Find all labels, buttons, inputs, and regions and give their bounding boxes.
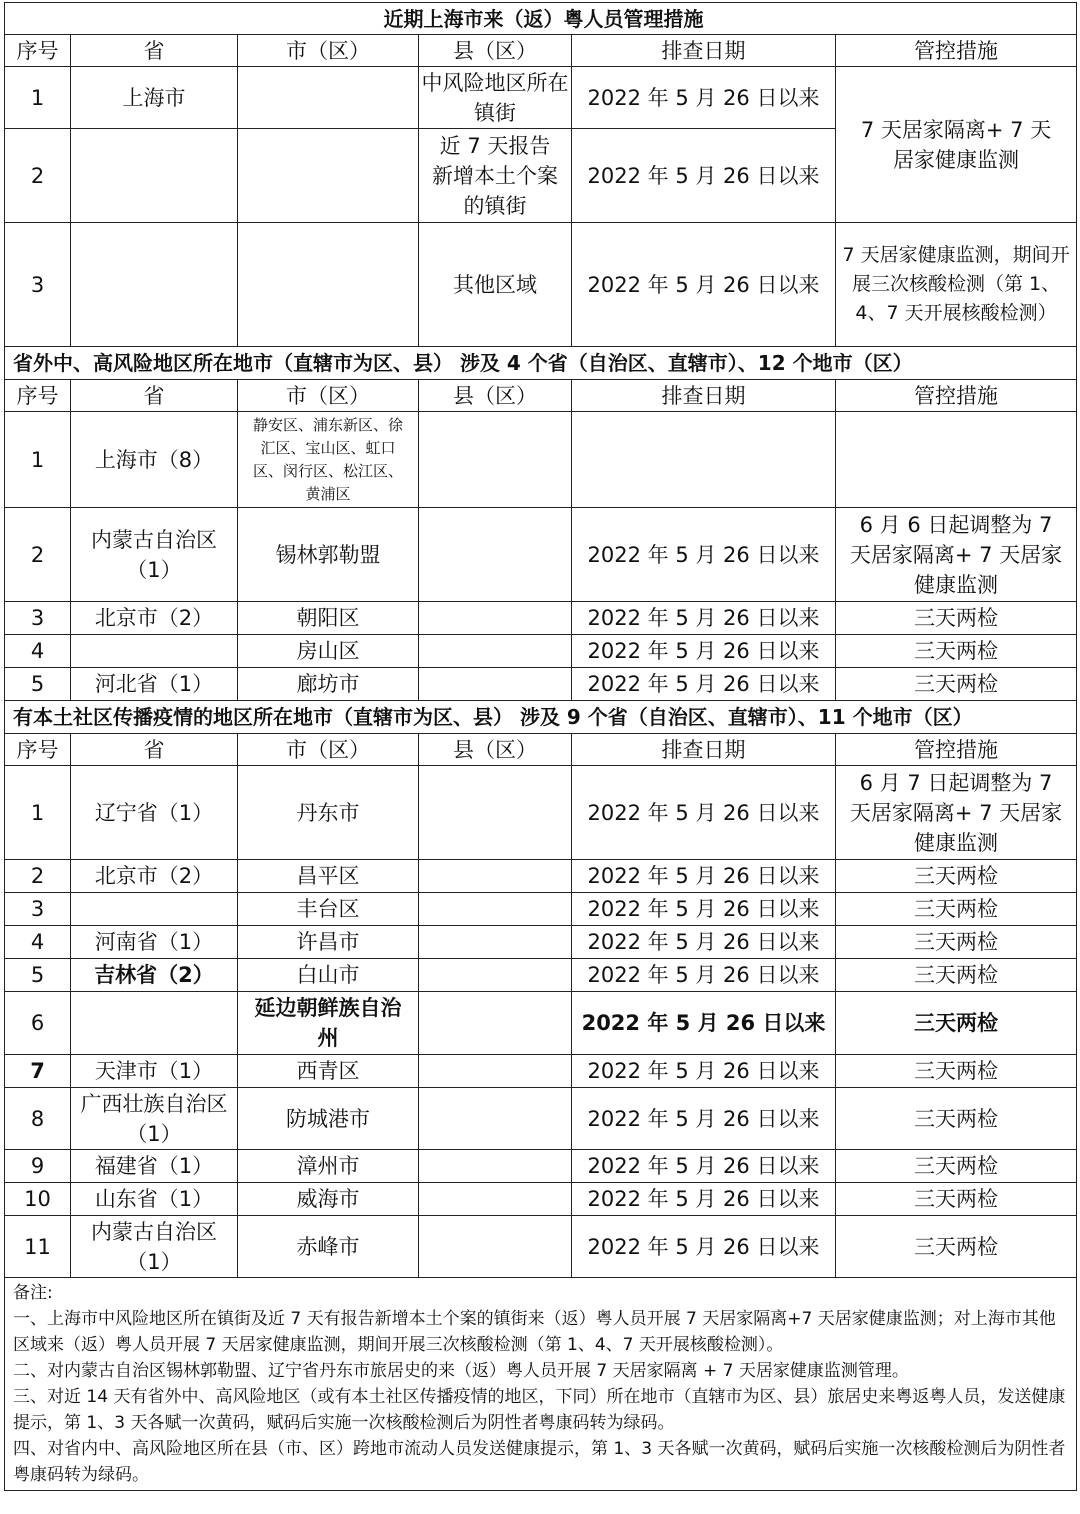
header-cell: 县（区） bbox=[419, 35, 572, 67]
province-cell: 福建省（1） bbox=[71, 1150, 238, 1183]
province-cell: 山东省（1） bbox=[71, 1183, 238, 1216]
measure-cell: 三天两检 bbox=[836, 959, 1077, 992]
measure-cell: 6 月 6 日起调整为 7 天居家隔离+ 7 天居家健康监测 bbox=[836, 508, 1077, 602]
city-cell: 赤峰市 bbox=[238, 1216, 419, 1278]
section2-title: 省外中、高风险地区所在地市（直辖市为区、县） 涉及 4 个省（自治区、直辖市）、12 个地市（区） bbox=[5, 347, 1077, 380]
table-row bbox=[5, 635, 1077, 668]
date-cell: 2022 年 5 月 26 日以来 bbox=[572, 1183, 836, 1216]
city-cell: 威海市 bbox=[238, 1183, 419, 1216]
city-cell: 漳州市 bbox=[238, 1150, 419, 1183]
date-cell: 2022 年 5 月 26 日以来 bbox=[572, 67, 836, 129]
province-cell: 吉林省（2） bbox=[71, 959, 238, 992]
measure-cell: 三天两检 bbox=[836, 1216, 1077, 1278]
city-cell bbox=[238, 129, 419, 223]
row-number: 7 bbox=[5, 1055, 71, 1088]
measure-cell: 三天两检 bbox=[836, 1088, 1077, 1150]
city-cell: 朝阳区 bbox=[238, 602, 419, 635]
header-cell: 排查日期 bbox=[572, 380, 836, 412]
date-cell: 2022 年 5 月 26 日以来 bbox=[572, 1150, 836, 1183]
date-cell: 2022 年 5 月 26 日以来 bbox=[572, 602, 836, 635]
measure-cell: 三天两检 bbox=[836, 1183, 1077, 1216]
header-cell: 县（区） bbox=[419, 734, 572, 766]
county-cell bbox=[419, 860, 572, 893]
row-number: 4 bbox=[5, 635, 71, 668]
table-row bbox=[5, 766, 1077, 860]
header-cell: 省 bbox=[71, 380, 238, 412]
measure-cell: 三天两检 bbox=[836, 602, 1077, 635]
note-item: 二、对内蒙古自治区锡林郭勒盟、辽宁省丹东市旅居史的来（返）粤人员开展 7 天居家隔离 + 7 天居家健康监测管理。 bbox=[13, 1361, 909, 1381]
header-cell: 市（区） bbox=[238, 734, 419, 766]
row-number: 5 bbox=[5, 959, 71, 992]
province-cell bbox=[71, 893, 238, 926]
header-cell: 省 bbox=[71, 35, 238, 67]
province-cell: 河南省（1） bbox=[71, 926, 238, 959]
county-cell bbox=[419, 766, 572, 860]
table-row bbox=[5, 668, 1077, 701]
city-cell: 西青区 bbox=[238, 1055, 419, 1088]
table-row bbox=[5, 926, 1077, 959]
county-cell: 中风险地区所在镇街 bbox=[419, 67, 572, 129]
city-cell: 丰台区 bbox=[238, 893, 419, 926]
date-cell: 2022 年 5 月 26 日以来 bbox=[572, 668, 836, 701]
city-cell: 白山市 bbox=[238, 959, 419, 992]
date-cell: 2022 年 5 月 26 日以来 bbox=[572, 635, 836, 668]
header-cell: 管控措施 bbox=[836, 35, 1077, 67]
row-number: 4 bbox=[5, 926, 71, 959]
measure-cell: 三天两检 bbox=[836, 1055, 1077, 1088]
table-row bbox=[5, 893, 1077, 926]
table-row bbox=[5, 992, 1077, 1055]
header-cell: 管控措施 bbox=[836, 734, 1077, 766]
note-item: 三、对近 14 天有省外中、高风险地区（或有本土社区传播疫情的地区，下同）所在地市（直辖市为区、县）旅居史来粤返粤人员，发送健康提示，第 1、3 天各赋一次黄码，赋码后实施一次核酸检测后为阴性者粤康码转为绿码。 bbox=[13, 1387, 1066, 1433]
table-row bbox=[5, 1055, 1077, 1088]
section3-title: 有本土社区传播疫情的地区所在地市（直辖市为区、县） 涉及 9 个省（自治区、直辖市）、11 个地市（区） bbox=[5, 701, 1077, 734]
city-cell: 延边朝鲜族自治州 bbox=[238, 992, 419, 1055]
measure-cell: 三天两检 bbox=[836, 860, 1077, 893]
city-cell: 许昌市 bbox=[238, 926, 419, 959]
date-cell: 2022 年 5 月 26 日以来 bbox=[572, 129, 836, 223]
county-cell bbox=[419, 1216, 572, 1278]
date-cell: 2022 年 5 月 26 日以来 bbox=[572, 1088, 836, 1150]
header-cell: 排查日期 bbox=[572, 35, 836, 67]
row-number: 2 bbox=[5, 860, 71, 893]
table-row bbox=[5, 1150, 1077, 1183]
city-cell: 锡林郭勒盟 bbox=[238, 508, 419, 602]
table-row bbox=[5, 959, 1077, 992]
county-cell bbox=[419, 412, 572, 508]
county-cell bbox=[419, 602, 572, 635]
city-cell: 廊坊市 bbox=[238, 668, 419, 701]
row-number: 9 bbox=[5, 1150, 71, 1183]
measure-cell: 7 天居家隔离+ 7 天居家健康监测 bbox=[836, 67, 1077, 223]
row-number: 3 bbox=[5, 893, 71, 926]
header-cell: 市（区） bbox=[238, 35, 419, 67]
notes-row bbox=[5, 1278, 1077, 1491]
section2-header-row bbox=[5, 380, 1077, 412]
table-row bbox=[5, 1216, 1077, 1278]
county-cell bbox=[419, 992, 572, 1055]
county-cell bbox=[419, 893, 572, 926]
table-row bbox=[5, 602, 1077, 635]
measure-cell: 三天两检 bbox=[836, 668, 1077, 701]
header-cell: 序号 bbox=[5, 35, 71, 67]
note-item: 四、对省内中、高风险地区所在县（市、区）跨地市流动人员发送健康提示，第 1、3 天各赋一次黄码，赋码后实施一次核酸检测后为阴性者粤康码转为绿码。 bbox=[13, 1439, 1066, 1485]
row-number: 2 bbox=[5, 508, 71, 602]
table-row bbox=[5, 1183, 1077, 1216]
row-number: 1 bbox=[5, 766, 71, 860]
county-cell bbox=[419, 508, 572, 602]
measure-cell: 三天两检 bbox=[836, 1150, 1077, 1183]
province-cell: 北京市（2） bbox=[71, 860, 238, 893]
header-cell: 市（区） bbox=[238, 380, 419, 412]
city-cell bbox=[238, 67, 419, 129]
city-cell: 丹东市 bbox=[238, 766, 419, 860]
row-number: 1 bbox=[5, 412, 71, 508]
county-cell bbox=[419, 959, 572, 992]
date-cell: 2022 年 5 月 26 日以来 bbox=[572, 926, 836, 959]
notes-block bbox=[5, 1278, 1077, 1491]
header-cell: 县（区） bbox=[419, 380, 572, 412]
row-number: 6 bbox=[5, 992, 71, 1055]
header-cell: 省 bbox=[71, 734, 238, 766]
date-cell bbox=[572, 412, 836, 508]
city-cell: 昌平区 bbox=[238, 860, 419, 893]
row-number: 3 bbox=[5, 602, 71, 635]
province-cell: 内蒙古自治区（1） bbox=[71, 508, 238, 602]
province-cell bbox=[71, 635, 238, 668]
header-cell: 序号 bbox=[5, 380, 71, 412]
date-cell: 2022 年 5 月 26 日以来 bbox=[572, 992, 836, 1055]
row-number: 1 bbox=[5, 67, 71, 129]
header-cell: 管控措施 bbox=[836, 380, 1077, 412]
header-cell: 排查日期 bbox=[572, 734, 836, 766]
row-number: 10 bbox=[5, 1183, 71, 1216]
city-cell: 防城港市 bbox=[238, 1088, 419, 1150]
row-number: 8 bbox=[5, 1088, 71, 1150]
county-cell bbox=[419, 1088, 572, 1150]
province-cell: 北京市（2） bbox=[71, 602, 238, 635]
measure-cell: 三天两检 bbox=[836, 893, 1077, 926]
table-row bbox=[5, 412, 1077, 508]
county-cell: 其他区域 bbox=[419, 223, 572, 347]
province-cell: 辽宁省（1） bbox=[71, 766, 238, 860]
section1-title: 近期上海市来（返）粤人员管理措施 bbox=[5, 3, 1077, 35]
row-number: 11 bbox=[5, 1216, 71, 1278]
province-cell bbox=[71, 129, 238, 223]
date-cell: 2022 年 5 月 26 日以来 bbox=[572, 860, 836, 893]
city-cell bbox=[238, 223, 419, 347]
row-number: 5 bbox=[5, 668, 71, 701]
county-cell bbox=[419, 926, 572, 959]
county-cell bbox=[419, 668, 572, 701]
county-cell bbox=[419, 1150, 572, 1183]
province-cell: 天津市（1） bbox=[71, 1055, 238, 1088]
province-cell bbox=[71, 223, 238, 347]
date-cell: 2022 年 5 月 26 日以来 bbox=[572, 223, 836, 347]
table-row bbox=[5, 1088, 1077, 1150]
date-cell: 2022 年 5 月 26 日以来 bbox=[572, 959, 836, 992]
date-cell: 2022 年 5 月 26 日以来 bbox=[572, 1216, 836, 1278]
measure-cell: 三天两检 bbox=[836, 635, 1077, 668]
section3-header-row bbox=[5, 734, 1077, 766]
date-cell: 2022 年 5 月 26 日以来 bbox=[572, 1055, 836, 1088]
note-item: 一、上海市中风险地区所在镇街及近 7 天有报告新增本土个案的镇街来（返）粤人员开展 7 天居家隔离+7 天居家健康监测；对上海市其他区域来（返）粤人员开展 7 天居家健康监测，期间开展三次核酸检测（第 1、4、7 天开展核酸检测）。 bbox=[13, 1309, 1056, 1355]
control-measures-table bbox=[4, 2, 1077, 1491]
county-cell bbox=[419, 1055, 572, 1088]
measure-cell: 三天两检 bbox=[836, 992, 1077, 1055]
county-cell: 近 7 天报告新增本土个案的镇街 bbox=[419, 129, 572, 223]
table-row bbox=[5, 223, 1077, 347]
row-number: 3 bbox=[5, 223, 71, 347]
measure-cell bbox=[836, 412, 1077, 508]
city-cell: 静安区、浦东新区、徐汇区、宝山区、虹口区、闵行区、松江区、黄浦区 bbox=[238, 412, 419, 508]
measure-cell: 三天两检 bbox=[836, 926, 1077, 959]
province-cell: 内蒙古自治区（1） bbox=[71, 1216, 238, 1278]
province-cell: 上海市（8） bbox=[71, 412, 238, 508]
notes-label: 备注: bbox=[13, 1283, 53, 1303]
county-cell bbox=[419, 1183, 572, 1216]
province-cell bbox=[71, 992, 238, 1055]
table-row bbox=[5, 508, 1077, 602]
date-cell: 2022 年 5 月 26 日以来 bbox=[572, 893, 836, 926]
header-cell: 序号 bbox=[5, 734, 71, 766]
table-row bbox=[5, 67, 1077, 129]
row-number: 2 bbox=[5, 129, 71, 223]
province-cell: 上海市 bbox=[71, 67, 238, 129]
table-row bbox=[5, 860, 1077, 893]
province-cell: 广西壮族自治区（1） bbox=[71, 1088, 238, 1150]
county-cell bbox=[419, 635, 572, 668]
date-cell: 2022 年 5 月 26 日以来 bbox=[572, 508, 836, 602]
measure-cell: 7 天居家健康监测，期间开展三次核酸检测（第 1、4、7 天开展核酸检测） bbox=[836, 223, 1077, 347]
province-cell: 河北省（1） bbox=[71, 668, 238, 701]
date-cell: 2022 年 5 月 26 日以来 bbox=[572, 766, 836, 860]
measure-cell: 6 月 7 日起调整为 7 天居家隔离+ 7 天居家健康监测 bbox=[836, 766, 1077, 860]
city-cell: 房山区 bbox=[238, 635, 419, 668]
section1-header-row bbox=[5, 35, 1077, 67]
